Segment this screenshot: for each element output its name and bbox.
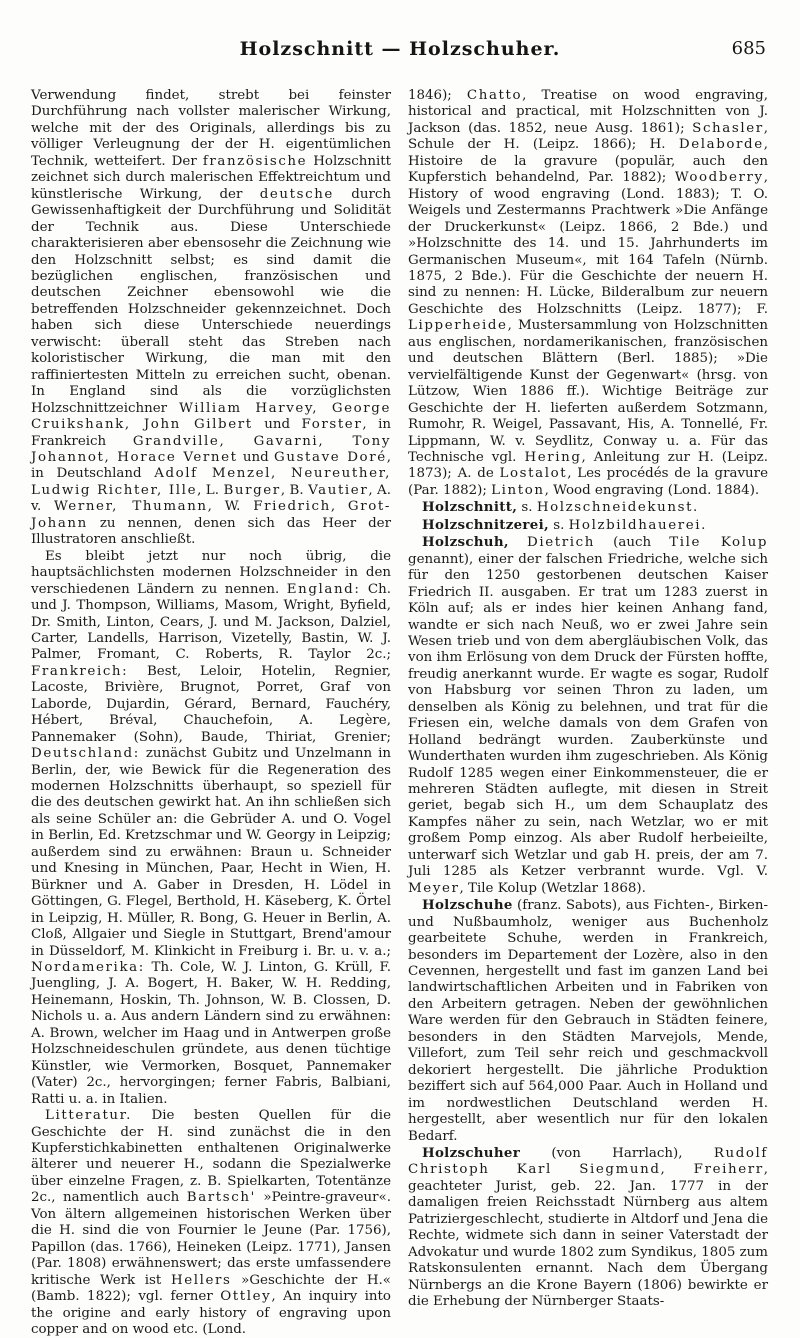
entry-headword: Holzschnitzerei, xyxy=(422,516,549,533)
text-segment: , Mustersammlung von Holzschnitten aus englischen, nordamerikanischen, französischen und deutschen Blättern (Berl. 1885); »Die vervielfältigende Kunst der Gegenwart« (hrsg. von Lützow, Wien 1886 ff.). Wichtige Beiträge zur Geschichte der H. lieferten außerdem Sotzmann, Rumohr, R. Weigel, Passavant, His, A. Tonnellé, Fr. Lippmann, W. v. Seydlitz, Conway u. a. Für das Technische vgl. xyxy=(408,318,768,465)
text-segment: , B. xyxy=(280,482,309,498)
spaced-emphasis: Forster xyxy=(301,417,363,433)
text-segment: , in Deutschland xyxy=(31,449,391,482)
spaced-emphasis: Ottley xyxy=(220,1289,272,1305)
text-segment: und xyxy=(252,417,302,433)
text-segment: Ch. und J. Thompson, Williams, Masom, Wright, Byfield, Dr. Smith, Linton, Cears, J. und M. Jackson, Dalziel, Carter, Landells, Harrison, Vizetelly, Bastin, W. J. Palmer, Fromant, C. Roberts, R. Taylor 2c.; xyxy=(31,581,392,663)
spaced-emphasis: Lostalot xyxy=(499,466,568,482)
text-segment: , Wood engraving (Lond. 1884). xyxy=(544,482,760,498)
text-segment: und xyxy=(237,449,275,465)
text-segment: , Tile Kolup (Wetzlar 1868). xyxy=(459,880,646,896)
text-segment: , W. xyxy=(207,499,254,515)
text-segment: Verwendung findet, strebt bei feinster Durchführung nach vollster malerischer Wirkung, welche mit der des Originals, allerdings bis zu völliger Verleugnung der der H. eigentümlichen Technik, wetteifert. Der xyxy=(31,88,391,169)
spaced-emphasis: Chatto xyxy=(466,88,523,103)
left-column xyxy=(31,88,391,1338)
spaced-emphasis: Tile Kolup xyxy=(669,535,768,551)
paragraph xyxy=(408,1145,768,1311)
spaced-emphasis: deutsche xyxy=(259,186,334,202)
spaced-emphasis: Friedrich xyxy=(253,499,331,515)
text-segment: , An inquiry into the origine and early history of engraving upon copper and on wood etc. (Lond. xyxy=(31,1289,391,1337)
paragraph xyxy=(408,517,768,534)
text-segment: , Les procédés de la gravure (Par. 1882); xyxy=(408,466,768,498)
spaced-emphasis: Grandville, Gavarni, Tony Johannot, Horace Vernet xyxy=(31,433,391,465)
spaced-emphasis: Hering xyxy=(524,449,582,465)
paragraph xyxy=(408,897,768,1145)
text-segment: s. xyxy=(548,517,569,533)
spaced-emphasis: Deutschland: xyxy=(31,746,140,762)
text-segment: , geachteter Jurist, geb. 22. Jan. 1777 in der damaligen freien Reichsstadt Nürnberg aus altem Patriziergeschlecht, studierte in Altdorf und Jena die Rechte, widmete sich dann in seiner Vaterstadt der Advokatur und wurde 1802 zum Syndikus, 1805 zum Ratskonsulenten ernannt. Nach dem Übergang Nürnbergs an die Krone Bayern (1806) bewirkte er die Erhebung der Nürnberger Staats- xyxy=(408,1162,768,1310)
text-segment: , History of wood engraving (Lond. 1883); T. O. Weigels und Zestermanns Prachtwerk »Die Anfänge der Druckerkunst« (Leipz. 1866, 2 Bde.) und »Holzschnitte des 14. und 15. Jahrhunderts im Germanischen Museum«, mit 164 Tafeln (Nürnb. 1875, 2 Bde.). Für die Geschichte der neuern H. sind zu nennen: H. Lücke, Bilderalbum zur neuern Geschichte des Holzschnitts (Leipz. 1877); F. xyxy=(408,170,768,317)
running-title: Holzschnitt — Holzschuher. xyxy=(239,38,561,60)
paragraph xyxy=(408,88,768,499)
spaced-emphasis: William Harvey, George Cruikshank, John Gilbert xyxy=(31,400,391,433)
text-segment: Es bleibt jetzt nur noch übrig, die hauptsächlichsten modernen Holzschneider in den verschiedenen Ländern zu nennen. xyxy=(31,548,391,597)
text-columns xyxy=(0,88,800,1338)
text-segment: , Treatise on wood engraving, historical and practical, mit Holzschnitten von J. Jackson (das. 1852, neue Ausg. 1861); xyxy=(408,88,768,136)
text-segment: , L. xyxy=(197,482,224,498)
entry-headword: Holzschnitt, xyxy=(422,499,518,516)
text-segment: (franz. Sabots), aus Fichten-, Birken- und Nußbaumholz, weniger aus Buchenholz gearbeitete Schuhe, werden in Frankreich, besonders im Departement der Lozère, also in den Cevennen, hergestellt und fast im ganzen Land bei landwirtschaftlichen Arbeiten und in Fabriken von den Arbeitern getragen. Neben der gewöhnlichen Ware werden für den Gebrauch in Städten feinere, besonders in den Städten Marvejols, Mende, Villefort, zum Teil sehr reich und geschmackvoll dekoriert hergestellt. Die jährliche Produktion beziffert sich auf 564,000 Paar. Auch in Holland und im nordwestlichen Deutschland werden H. hergestellt, aber wesentlich nur für den lokalen Bedarf. xyxy=(408,898,768,1144)
spaced-emphasis: Rudolf Christoph Karl Siegmund, Freiherr xyxy=(408,1146,768,1178)
spaced-emphasis: Grot-Johann xyxy=(31,499,391,531)
spaced-emphasis: Dietrich xyxy=(527,535,595,551)
spaced-emphasis: Holzbildhauerei. xyxy=(568,517,708,533)
text-segment: (von Harrlach), xyxy=(520,1146,714,1161)
spaced-emphasis: Woodberry xyxy=(674,170,764,186)
spaced-emphasis: Nordamerika: xyxy=(31,960,145,976)
text-segment xyxy=(509,535,527,550)
text-segment: Die besten Quellen für die Geschichte der H. sind zunächst die in den Kupferstichkabinetten enthaltenen Originalwerke älterer und neuerer H., sodann die Spezialwerke über einzelne Fragen, z. B. Spielkarten, Totentänze 2c., namentlich auch xyxy=(31,1108,391,1206)
spaced-emphasis: Lipperheide xyxy=(408,318,508,334)
spaced-emphasis: Burger xyxy=(223,482,281,498)
entry-headword: Holzschuh, xyxy=(422,534,509,551)
paragraph xyxy=(31,88,391,549)
text-segment: Holzschnitt zeichnet sich durch malerischen Effektreichtum und künstlerische Wirkung, der xyxy=(31,153,391,202)
right-column xyxy=(408,88,768,1338)
spaced-emphasis: Holzschneidekunst. xyxy=(536,500,699,516)
text-segment: 1846); xyxy=(408,88,467,103)
spaced-emphasis: Delaborde xyxy=(678,137,764,153)
spaced-emphasis: französische xyxy=(202,153,308,169)
text-segment: Best, Leloir, Hotelin, Regnier, Lacoste, Brivière, Brugnot, Porret, Graf von Laborde, Dujardin, Gérard, Bernard, Fauchéry, Hébert, Bréval, Chauchefoin, A. Legère, Pannemaker (Sohn), Baude, Thiriat, Grenier; xyxy=(31,663,391,745)
spaced-emphasis: Hellers xyxy=(170,1272,232,1288)
text-segment: genannt), einer der falschen Friedriche, welche sich für den 1250 gestorbenen deutschen Kaiser Friedrich II. ausgaben. Er trat um 1283 zuerst in Köln auf; als er indes hier keinen Anhang fand, wandte er sich nach Neuß, wo er zwei Jahre sein Wesen trieb und von dem abergläubischen Volk, das von ihm Erlösung von dem Druck der Fürsten hoffte, freudig anerkannt wurde. Er wagte es sogar, Rudolf von Habsburg vor seinen Thron zu laden, um denselben als König zu belehnen, und trat für die Friesen ein, welche damals von dem Grafen von Holland bedrängt wurden. Zauberkünste und Wunderthaten wurden ihm zugeschrieben. Als König Rudolf 1285 wegen einer Einkommensteuer, die er mehreren Städten auflegte, mit diesen in Streit geriet, begab sich H., um dem Schauplatz des Kampfes näher zu sein, nach Wetzlar, wo er mit großem Pomp einzog. Als aber Rudolf herbeieilte, unterwarf sich Wetzlar und gab H. preis, der am 7. Juli 1285 als Ketzer verbrannt wurde. Vgl. V. xyxy=(408,551,768,880)
spaced-emphasis: England: xyxy=(286,581,361,597)
text-segment: , Anleitung zur H. (Leipz. 1873); A. de xyxy=(408,449,768,482)
text-segment: (auch xyxy=(594,535,670,551)
page-number: 685 xyxy=(731,38,766,59)
text-segment: , in Frankreich xyxy=(31,417,391,449)
spaced-emphasis: Vautier xyxy=(308,482,369,498)
spaced-emphasis: Werner, Thumann xyxy=(54,499,208,515)
text-segment: , xyxy=(330,499,348,515)
spaced-emphasis: Meyer xyxy=(408,880,460,896)
paragraph xyxy=(408,534,768,897)
text-segment: , A. v. xyxy=(31,482,391,515)
text-segment: Th. Cole, W. J. Linton, G. Krüll, F. Juengling, J. A. Bogert, H. Baker, W. H. Redding, Heinemann, Hoskin, Th. Johnson, W. B. Clossen, D. Nichols u. a. Aus andern Ländern sind zu erwähnen: A. Brown, welcher im Haag und in Antwerpen große Holzschneideschulen gründete, aus denen tüchtige Künstler, wie Vermorken, Bosquet, Pannemaker (Vater) 2c., hervorgingen; ferner Fabris, Balbiani, Ratti u. a. in Italien. xyxy=(31,960,391,1107)
paragraph xyxy=(31,549,391,1108)
text-segment: s. xyxy=(517,500,537,516)
entry-headword: Holzschuher xyxy=(422,1145,521,1161)
text-segment: , Histoire de la gravure (populär, auch den Kupferstich behandelnd, Par. 1882); xyxy=(408,137,768,186)
spaced-emphasis: Litteratur. xyxy=(45,1108,133,1124)
spaced-emphasis: Linton xyxy=(491,482,545,498)
page-header xyxy=(0,0,800,72)
paragraph xyxy=(408,499,768,516)
spaced-emphasis: Bartsch' xyxy=(186,1190,256,1206)
spaced-emphasis: Adolf Menzel, Neureuther, Ludwig Richter, Ille xyxy=(31,466,391,498)
text-segment: »Geschichte der H.« (Bamb. 1822); vgl. ferner xyxy=(31,1272,391,1305)
text-segment: zu nennen, denen sich das Heer der Illustratoren anschließt. xyxy=(31,515,391,548)
text-segment: »Peintre-graveur«. Von ältern allgemeinen historischen Werken über die H. sind die von Fournier le Jeune (Par. 1756), Papillon (das. 1766), Heineken (Leipz. 1771), Jansen (Par. 1808) erwähnenswert; das erste umfassendere kritische Werk ist xyxy=(31,1190,391,1288)
paragraph xyxy=(31,1108,391,1338)
spaced-emphasis: Schasler xyxy=(692,120,764,136)
text-segment: zunächst Gubitz und Unzelmann in Berlin, der, wie Bewick für die Regeneration des modernen Holzschnitts überhaupt, so speziell für die des deutschen gewirkt hat. An ihn schließen sich als seine Schüler an: die Gebrüder A. und O. Vogel in Berlin, Ed. Kretzschmar und W. Georgy in Leipzig; außerdem sind zu erwähnen: Braun u. Schneider und Knesing in München, Paar, Hecht in Wien, H. Bürkner und A. Gaber in Dresden, H. Lödel in Göttingen, G. Flegel, Berthold, H. Käseberg, K. Örtel in Leipzig, H. Müller, R. Bong, G. Heuer in Berlin, A. Cloß, Allgaier und Siegle in Stuttgart, Brend'amour in Düsseldorf, M. Klinkicht in Freiburg i. Br. u. v. a.; xyxy=(31,746,391,959)
spaced-emphasis: Gustave Doré xyxy=(274,449,387,465)
text-segment: durch Gewissenhaftigkeit der Durchführung und Solidität der Technik aus. Diese Unterschiede charakterisieren aber ebensosehr die Zeichnung wie den Holzschnitt selbst; es sind damit die bezüglichen englischen, französischen und deutschen Zeichner ebensowohl wie die betreffenden Holzschneider gekennzeichnet. Doch haben sich diese Unterschiede neuerdings verwischt: überall steht das Streben nach koloristischer Wirkung, die man mit den raffiniertesten Mitteln zu erreichen sucht, obenan. In England sind als die vorzüglichsten Holzschnittzeichner xyxy=(31,186,392,416)
spaced-emphasis: Frankreich: xyxy=(31,663,129,679)
entry-headword: Holzschuhe xyxy=(422,897,513,914)
text-segment: , Schule der H. (Leipz. 1866); H. xyxy=(408,120,768,153)
